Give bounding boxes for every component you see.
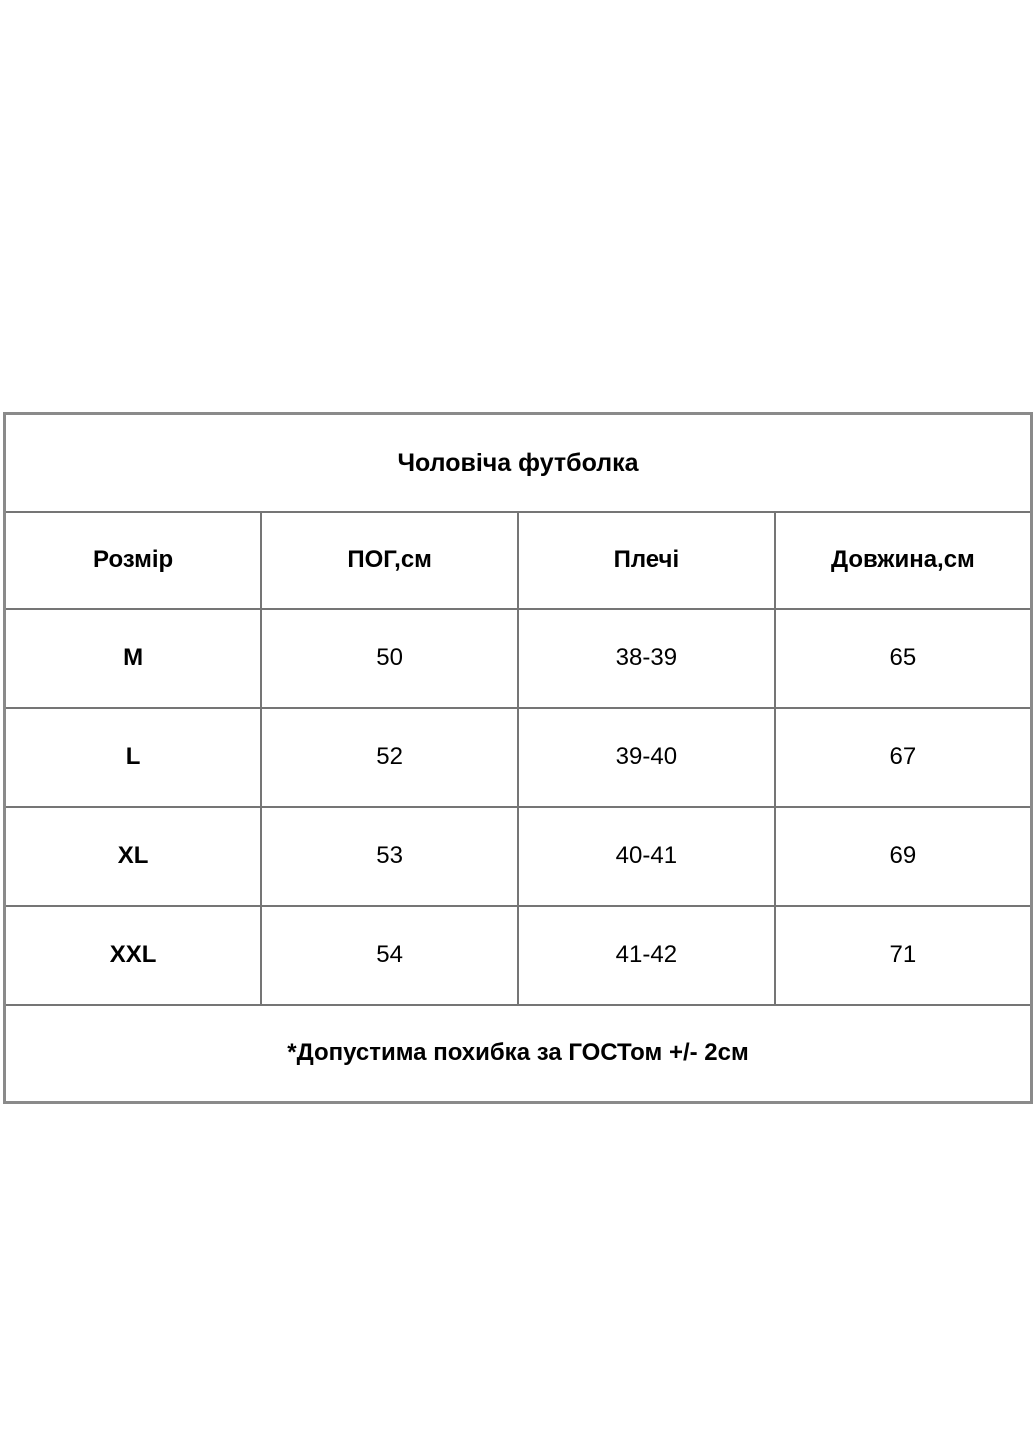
column-header-length: Довжина,см <box>775 512 1032 609</box>
cell-size: L <box>5 708 262 807</box>
column-header-size: Розмір <box>5 512 262 609</box>
cell-length: 71 <box>775 906 1032 1005</box>
cell-chest: 53 <box>261 807 518 906</box>
cell-length: 65 <box>775 609 1032 708</box>
table-row-xl <box>5 807 1032 906</box>
cell-shoulders: 38-39 <box>518 609 775 708</box>
cell-length: 69 <box>775 807 1032 906</box>
table-row-l <box>5 708 1032 807</box>
size-chart-table <box>3 412 1033 1104</box>
table-row-xxl <box>5 906 1032 1005</box>
cell-shoulders: 39-40 <box>518 708 775 807</box>
column-header-shoulders: Плечі <box>518 512 775 609</box>
footnote-row <box>5 1005 1032 1103</box>
cell-shoulders: 41-42 <box>518 906 775 1005</box>
cell-shoulders: 40-41 <box>518 807 775 906</box>
cell-chest: 52 <box>261 708 518 807</box>
table-footnote: *Допустима похибка за ГОСТом +/- 2см <box>5 1005 1032 1103</box>
header-row <box>5 512 1032 609</box>
cell-chest: 54 <box>261 906 518 1005</box>
cell-size: XL <box>5 807 262 906</box>
table-row-m <box>5 609 1032 708</box>
table-title: Чоловіча футболка <box>5 414 1032 512</box>
column-header-chest: ПОГ,см <box>261 512 518 609</box>
cell-size: XXL <box>5 906 262 1005</box>
title-row <box>5 414 1032 512</box>
cell-size: M <box>5 609 262 708</box>
cell-length: 67 <box>775 708 1032 807</box>
cell-chest: 50 <box>261 609 518 708</box>
